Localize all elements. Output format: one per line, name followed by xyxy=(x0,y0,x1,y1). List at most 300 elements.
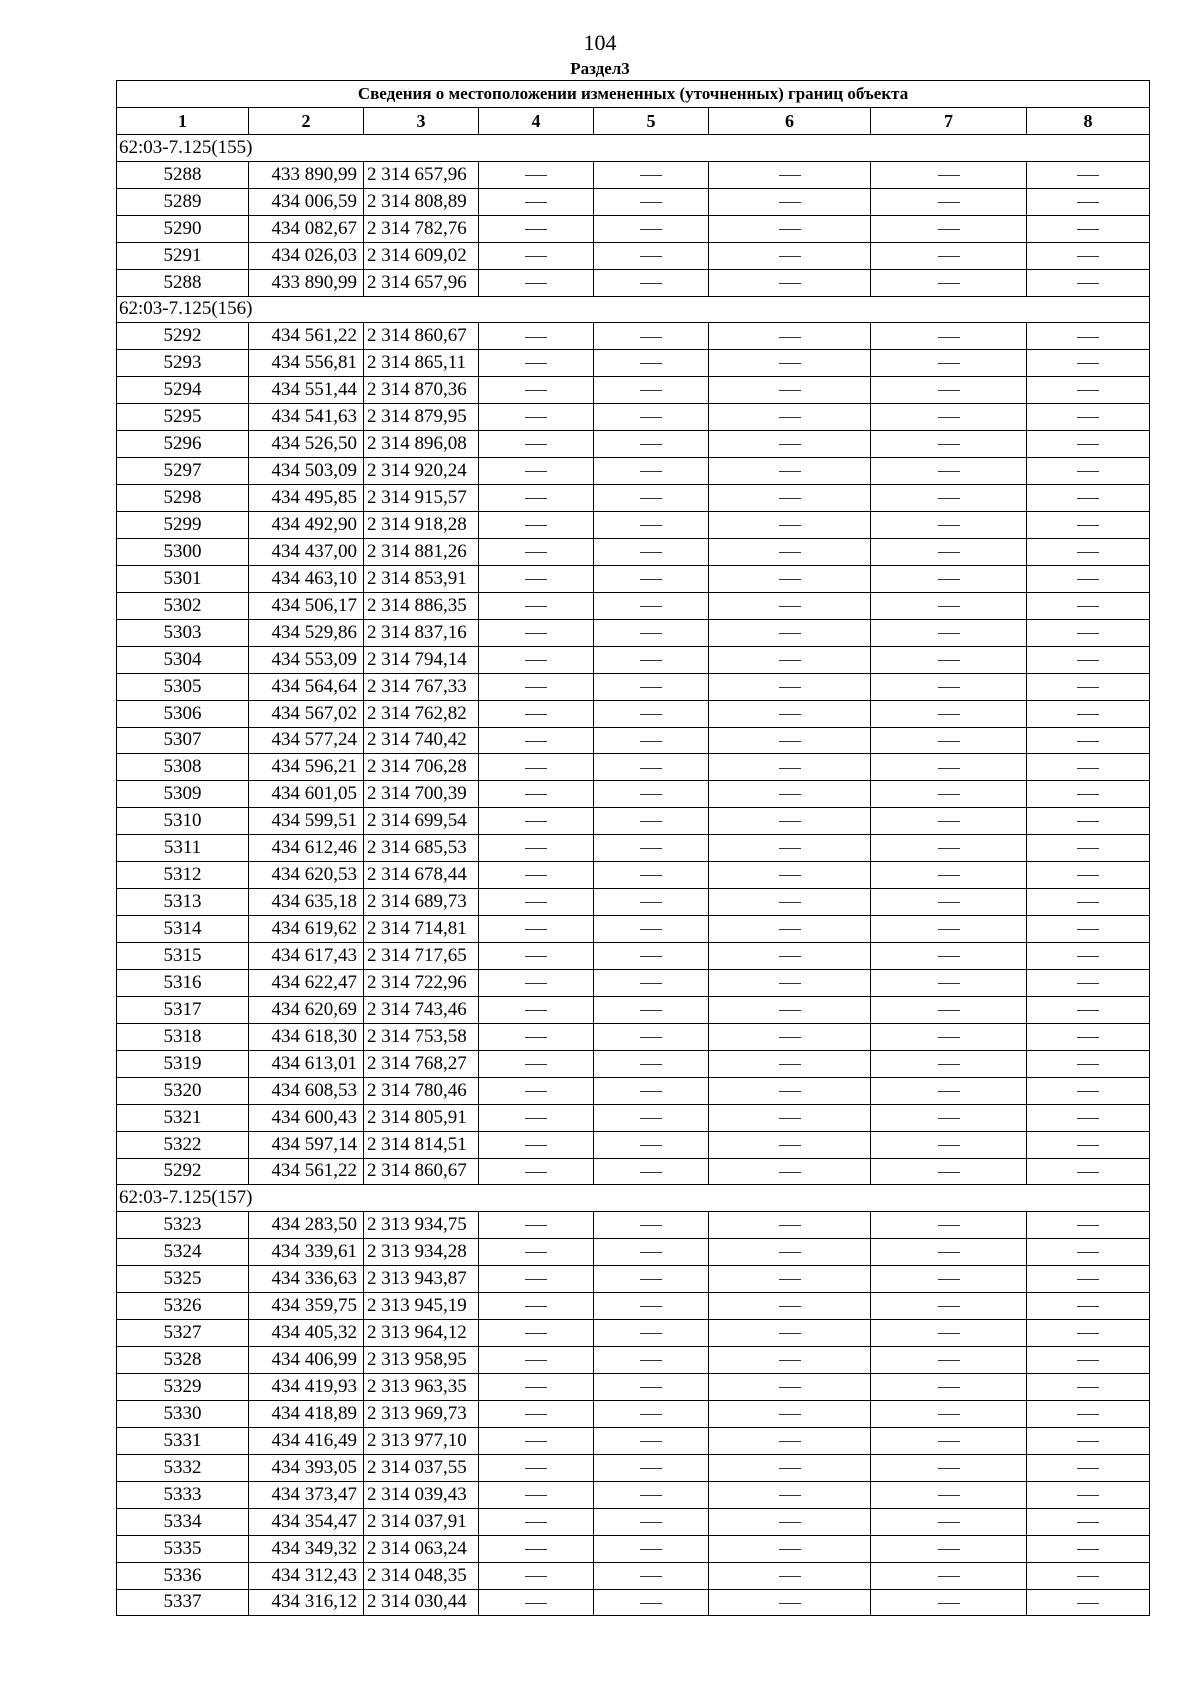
dash-mark xyxy=(525,1576,547,1577)
y-coordinate-cell: 2 314 860,67 xyxy=(364,323,479,350)
empty-value-cell xyxy=(709,996,871,1023)
point-number-cell: 5320 xyxy=(117,1077,249,1104)
empty-value-cell xyxy=(594,1293,709,1320)
empty-value-cell xyxy=(594,1239,709,1266)
dash-mark xyxy=(640,552,662,553)
section-title: Раздел3 xyxy=(570,59,630,78)
empty-value-cell xyxy=(871,242,1027,269)
dash-mark xyxy=(779,1145,801,1146)
empty-value-cell xyxy=(479,377,594,404)
x-coordinate-cell: 434 620,69 xyxy=(249,996,364,1023)
empty-value-cell xyxy=(479,1481,594,1508)
empty-value-cell xyxy=(871,1320,1027,1347)
y-coordinate-cell: 2 314 037,91 xyxy=(364,1508,479,1535)
y-coordinate-cell: 2 314 762,82 xyxy=(364,700,479,727)
point-number-cell: 5299 xyxy=(117,512,249,539)
empty-value-cell xyxy=(871,538,1027,565)
dash-mark xyxy=(525,1037,547,1038)
x-coordinate-cell: 434 506,17 xyxy=(249,592,364,619)
dash-mark xyxy=(1077,1441,1099,1442)
point-number-cell: 5316 xyxy=(117,969,249,996)
y-coordinate-cell: 2 314 037,55 xyxy=(364,1454,479,1481)
empty-value-cell xyxy=(479,754,594,781)
point-number-cell: 5309 xyxy=(117,781,249,808)
dash-mark xyxy=(640,902,662,903)
dash-mark xyxy=(640,848,662,849)
dash-mark xyxy=(525,283,547,284)
empty-value-cell xyxy=(1027,1454,1150,1481)
empty-value-cell xyxy=(594,1508,709,1535)
empty-value-cell xyxy=(871,619,1027,646)
dash-mark xyxy=(779,525,801,526)
dash-mark xyxy=(640,175,662,176)
dash-mark xyxy=(1077,794,1099,795)
dash-mark xyxy=(779,768,801,769)
dash-mark xyxy=(938,1091,960,1092)
y-coordinate-cell: 2 314 657,96 xyxy=(364,161,479,188)
dash-mark xyxy=(938,256,960,257)
dash-mark xyxy=(1077,1360,1099,1361)
empty-value-cell xyxy=(1027,781,1150,808)
empty-value-cell xyxy=(871,1347,1027,1374)
x-coordinate-cell: 434 622,47 xyxy=(249,969,364,996)
dash-mark xyxy=(779,283,801,284)
dash-mark xyxy=(1077,1172,1099,1173)
y-coordinate-cell: 2 313 958,95 xyxy=(364,1347,479,1374)
y-coordinate-cell: 2 314 689,73 xyxy=(364,889,479,916)
empty-value-cell xyxy=(871,350,1027,377)
empty-value-cell xyxy=(709,1077,871,1104)
point-number-cell: 5294 xyxy=(117,377,249,404)
empty-value-cell xyxy=(709,1427,871,1454)
x-coordinate-cell: 434 418,89 xyxy=(249,1400,364,1427)
y-coordinate-cell: 2 314 743,46 xyxy=(364,996,479,1023)
empty-value-cell xyxy=(709,323,871,350)
y-coordinate-cell: 2 314 915,57 xyxy=(364,485,479,512)
dash-mark xyxy=(1077,471,1099,472)
empty-value-cell xyxy=(594,242,709,269)
dash-mark xyxy=(938,444,960,445)
x-coordinate-cell: 434 556,81 xyxy=(249,350,364,377)
dash-mark xyxy=(938,633,960,634)
empty-value-cell xyxy=(871,943,1027,970)
dash-mark xyxy=(779,687,801,688)
empty-value-cell xyxy=(594,1050,709,1077)
dash-mark xyxy=(1077,498,1099,499)
dash-mark xyxy=(779,606,801,607)
empty-value-cell xyxy=(1027,1212,1150,1239)
empty-value-cell xyxy=(594,431,709,458)
empty-value-cell xyxy=(479,1239,594,1266)
column-header: 4 xyxy=(479,107,594,134)
x-coordinate-cell: 434 463,10 xyxy=(249,565,364,592)
dash-mark xyxy=(640,1549,662,1550)
dash-mark xyxy=(640,229,662,230)
empty-value-cell xyxy=(1027,835,1150,862)
x-coordinate-cell: 434 492,90 xyxy=(249,512,364,539)
empty-value-cell xyxy=(1027,1050,1150,1077)
empty-value-cell xyxy=(871,1400,1027,1427)
table-row xyxy=(117,673,1150,700)
empty-value-cell xyxy=(709,1266,871,1293)
x-coordinate-cell: 434 349,32 xyxy=(249,1535,364,1562)
dash-mark xyxy=(640,741,662,742)
empty-value-cell xyxy=(709,1212,871,1239)
empty-value-cell xyxy=(1027,808,1150,835)
dash-mark xyxy=(525,902,547,903)
dash-mark xyxy=(938,202,960,203)
group-row xyxy=(117,1185,1150,1212)
empty-value-cell xyxy=(479,1158,594,1185)
empty-value-cell xyxy=(709,1023,871,1050)
y-coordinate-cell: 2 314 699,54 xyxy=(364,808,479,835)
dash-mark xyxy=(938,417,960,418)
dash-mark xyxy=(938,1468,960,1469)
empty-value-cell xyxy=(479,1023,594,1050)
empty-value-cell xyxy=(871,377,1027,404)
empty-value-cell xyxy=(479,323,594,350)
dash-mark xyxy=(525,498,547,499)
dash-mark xyxy=(779,1252,801,1253)
group-label: 62:03-7.125(156) xyxy=(117,296,1150,323)
empty-value-cell xyxy=(594,1347,709,1374)
empty-value-cell xyxy=(871,458,1027,485)
group-label: 62:03-7.125(157) xyxy=(117,1185,1150,1212)
x-coordinate-cell: 434 541,63 xyxy=(249,404,364,431)
x-coordinate-cell: 434 026,03 xyxy=(249,242,364,269)
table-row xyxy=(117,754,1150,781)
dash-mark xyxy=(1077,1414,1099,1415)
dash-mark xyxy=(640,1387,662,1388)
empty-value-cell xyxy=(709,1508,871,1535)
dash-mark xyxy=(640,1414,662,1415)
empty-value-cell xyxy=(871,1427,1027,1454)
empty-value-cell xyxy=(594,835,709,862)
dash-mark xyxy=(1077,687,1099,688)
x-coordinate-cell: 434 316,12 xyxy=(249,1589,364,1616)
dash-mark xyxy=(779,1064,801,1065)
dash-mark xyxy=(1077,1468,1099,1469)
y-coordinate-cell: 2 314 837,16 xyxy=(364,619,479,646)
x-coordinate-cell: 434 635,18 xyxy=(249,889,364,916)
dash-mark xyxy=(779,1225,801,1226)
empty-value-cell xyxy=(594,323,709,350)
dash-mark xyxy=(1077,714,1099,715)
table-row xyxy=(117,1239,1150,1266)
empty-value-cell xyxy=(594,592,709,619)
empty-value-cell xyxy=(709,781,871,808)
empty-value-cell xyxy=(479,943,594,970)
empty-value-cell xyxy=(709,431,871,458)
empty-value-cell xyxy=(1027,673,1150,700)
table-body xyxy=(117,81,1150,1616)
empty-value-cell xyxy=(479,1293,594,1320)
table-row xyxy=(117,404,1150,431)
dash-mark xyxy=(640,471,662,472)
dash-mark xyxy=(525,741,547,742)
dash-mark xyxy=(1077,1064,1099,1065)
dash-mark xyxy=(640,1145,662,1146)
dash-mark xyxy=(640,1118,662,1119)
empty-value-cell xyxy=(709,404,871,431)
dash-mark xyxy=(525,956,547,957)
empty-value-cell xyxy=(479,350,594,377)
x-coordinate-cell: 434 599,51 xyxy=(249,808,364,835)
empty-value-cell xyxy=(1027,538,1150,565)
column-header: 1 xyxy=(117,107,249,134)
empty-value-cell xyxy=(1027,1508,1150,1535)
dash-mark xyxy=(525,794,547,795)
dash-mark xyxy=(1077,417,1099,418)
empty-value-cell xyxy=(709,1347,871,1374)
empty-value-cell xyxy=(594,916,709,943)
dash-mark xyxy=(779,202,801,203)
y-coordinate-cell: 2 314 886,35 xyxy=(364,592,479,619)
empty-value-cell xyxy=(594,161,709,188)
x-coordinate-cell: 434 006,59 xyxy=(249,188,364,215)
empty-value-cell xyxy=(479,188,594,215)
dash-mark xyxy=(938,1225,960,1226)
dash-mark xyxy=(938,1252,960,1253)
empty-value-cell xyxy=(594,1562,709,1589)
point-number-cell: 5337 xyxy=(117,1589,249,1616)
dash-mark xyxy=(1077,229,1099,230)
empty-value-cell xyxy=(1027,889,1150,916)
dash-mark xyxy=(1077,956,1099,957)
empty-value-cell xyxy=(479,889,594,916)
empty-value-cell xyxy=(479,1104,594,1131)
dash-mark xyxy=(1077,660,1099,661)
empty-value-cell xyxy=(1027,269,1150,296)
column-header: 8 xyxy=(1027,107,1150,134)
empty-value-cell xyxy=(871,916,1027,943)
empty-value-cell xyxy=(871,512,1027,539)
empty-value-cell xyxy=(709,1454,871,1481)
point-number-cell: 5312 xyxy=(117,862,249,889)
table-row xyxy=(117,916,1150,943)
empty-value-cell xyxy=(709,808,871,835)
dash-mark xyxy=(525,1225,547,1226)
dash-mark xyxy=(779,552,801,553)
dash-mark xyxy=(938,714,960,715)
empty-value-cell xyxy=(871,161,1027,188)
dash-mark xyxy=(779,337,801,338)
dash-mark xyxy=(938,1118,960,1119)
dash-mark xyxy=(938,1145,960,1146)
empty-value-cell xyxy=(709,943,871,970)
empty-value-cell xyxy=(1027,1535,1150,1562)
empty-value-cell xyxy=(594,1158,709,1185)
empty-value-cell xyxy=(594,1320,709,1347)
table-row xyxy=(117,1374,1150,1401)
dash-mark xyxy=(525,471,547,472)
empty-value-cell xyxy=(479,969,594,996)
dash-mark xyxy=(938,229,960,230)
empty-value-cell xyxy=(594,673,709,700)
dash-mark xyxy=(525,1495,547,1496)
y-coordinate-cell: 2 314 609,02 xyxy=(364,242,479,269)
dash-mark xyxy=(640,929,662,930)
dash-mark xyxy=(1077,202,1099,203)
point-number-cell: 5298 xyxy=(117,485,249,512)
dash-mark xyxy=(525,875,547,876)
empty-value-cell xyxy=(1027,996,1150,1023)
empty-value-cell xyxy=(594,1400,709,1427)
empty-value-cell xyxy=(479,1427,594,1454)
dash-mark xyxy=(525,714,547,715)
table-row xyxy=(117,889,1150,916)
empty-value-cell xyxy=(1027,1374,1150,1401)
dash-mark xyxy=(640,794,662,795)
table-row xyxy=(117,431,1150,458)
dash-mark xyxy=(640,1603,662,1604)
empty-value-cell xyxy=(594,727,709,754)
table-row xyxy=(117,1023,1150,1050)
empty-value-cell xyxy=(479,916,594,943)
point-number-cell: 5335 xyxy=(117,1535,249,1562)
dash-mark xyxy=(779,794,801,795)
dash-mark xyxy=(1077,1387,1099,1388)
dash-mark xyxy=(640,444,662,445)
dash-mark xyxy=(779,714,801,715)
empty-value-cell xyxy=(871,862,1027,889)
dash-mark xyxy=(938,1414,960,1415)
dash-mark xyxy=(938,660,960,661)
empty-value-cell xyxy=(709,458,871,485)
dash-mark xyxy=(525,1118,547,1119)
dash-mark xyxy=(938,1441,960,1442)
empty-value-cell xyxy=(1027,431,1150,458)
empty-value-cell xyxy=(709,377,871,404)
empty-value-cell xyxy=(479,1454,594,1481)
dash-mark xyxy=(1077,1603,1099,1604)
point-number-cell: 5315 xyxy=(117,943,249,970)
dash-mark xyxy=(779,1468,801,1469)
empty-value-cell xyxy=(594,1104,709,1131)
empty-value-cell xyxy=(1027,377,1150,404)
empty-value-cell xyxy=(709,565,871,592)
table-header-row xyxy=(117,107,1150,134)
empty-value-cell xyxy=(479,862,594,889)
dash-mark xyxy=(1077,1522,1099,1523)
dash-mark xyxy=(938,283,960,284)
point-number-cell: 5323 xyxy=(117,1212,249,1239)
dash-mark xyxy=(779,417,801,418)
dash-mark xyxy=(1077,1549,1099,1550)
empty-value-cell xyxy=(479,1320,594,1347)
dash-mark xyxy=(938,1172,960,1173)
y-coordinate-cell: 2 314 714,81 xyxy=(364,916,479,943)
empty-value-cell xyxy=(479,538,594,565)
dash-mark xyxy=(938,1576,960,1577)
dash-mark xyxy=(525,337,547,338)
empty-value-cell xyxy=(709,350,871,377)
dash-mark xyxy=(779,175,801,176)
y-coordinate-cell: 2 313 934,75 xyxy=(364,1212,479,1239)
dash-mark xyxy=(938,1387,960,1388)
empty-value-cell xyxy=(594,1427,709,1454)
x-coordinate-cell: 434 405,32 xyxy=(249,1320,364,1347)
table-row xyxy=(117,377,1150,404)
dash-mark xyxy=(1077,821,1099,822)
dash-mark xyxy=(779,1549,801,1550)
dash-mark xyxy=(1077,1252,1099,1253)
empty-value-cell xyxy=(479,700,594,727)
dash-mark xyxy=(1077,337,1099,338)
x-coordinate-cell: 434 503,09 xyxy=(249,458,364,485)
point-number-cell: 5314 xyxy=(117,916,249,943)
y-coordinate-cell: 2 313 945,19 xyxy=(364,1293,479,1320)
empty-value-cell xyxy=(709,862,871,889)
point-number-cell: 5319 xyxy=(117,1050,249,1077)
y-coordinate-cell: 2 314 706,28 xyxy=(364,754,479,781)
dash-mark xyxy=(640,256,662,257)
y-coordinate-cell: 2 314 063,24 xyxy=(364,1535,479,1562)
point-number-cell: 5288 xyxy=(117,161,249,188)
dash-mark xyxy=(938,1603,960,1604)
empty-value-cell xyxy=(871,1374,1027,1401)
empty-value-cell xyxy=(479,485,594,512)
empty-value-cell xyxy=(871,1454,1027,1481)
empty-value-cell xyxy=(871,188,1027,215)
point-number-cell: 5329 xyxy=(117,1374,249,1401)
empty-value-cell xyxy=(479,161,594,188)
page-number: 104 xyxy=(583,30,617,55)
dash-mark xyxy=(640,1010,662,1011)
empty-value-cell xyxy=(1027,1320,1150,1347)
empty-value-cell xyxy=(709,1400,871,1427)
dash-mark xyxy=(640,202,662,203)
coordinates-table-container xyxy=(116,80,1149,1616)
empty-value-cell xyxy=(594,969,709,996)
y-coordinate-cell: 2 314 814,51 xyxy=(364,1131,479,1158)
dash-mark xyxy=(640,417,662,418)
dash-mark xyxy=(640,660,662,661)
dash-mark xyxy=(525,1414,547,1415)
dash-mark xyxy=(640,1495,662,1496)
x-coordinate-cell: 434 567,02 xyxy=(249,700,364,727)
empty-value-cell xyxy=(479,1562,594,1589)
x-coordinate-cell: 434 613,01 xyxy=(249,1050,364,1077)
dash-mark xyxy=(525,202,547,203)
column-header: 2 xyxy=(249,107,364,134)
dash-mark xyxy=(1077,741,1099,742)
dash-mark xyxy=(779,1172,801,1173)
empty-value-cell xyxy=(709,1374,871,1401)
empty-value-cell xyxy=(709,916,871,943)
y-coordinate-cell: 2 314 896,08 xyxy=(364,431,479,458)
table-row xyxy=(117,350,1150,377)
dash-mark xyxy=(779,363,801,364)
empty-value-cell xyxy=(871,1212,1027,1239)
empty-value-cell xyxy=(709,538,871,565)
empty-value-cell xyxy=(479,727,594,754)
dash-mark xyxy=(938,1333,960,1334)
dash-mark xyxy=(779,956,801,957)
empty-value-cell xyxy=(871,404,1027,431)
empty-value-cell xyxy=(871,1239,1027,1266)
empty-value-cell xyxy=(709,512,871,539)
point-number-cell: 5324 xyxy=(117,1239,249,1266)
empty-value-cell xyxy=(594,188,709,215)
empty-value-cell xyxy=(1027,485,1150,512)
empty-value-cell xyxy=(479,215,594,242)
empty-value-cell xyxy=(1027,1023,1150,1050)
dash-mark xyxy=(1077,1333,1099,1334)
x-coordinate-cell: 434 561,22 xyxy=(249,323,364,350)
empty-value-cell xyxy=(871,1535,1027,1562)
empty-value-cell xyxy=(709,188,871,215)
